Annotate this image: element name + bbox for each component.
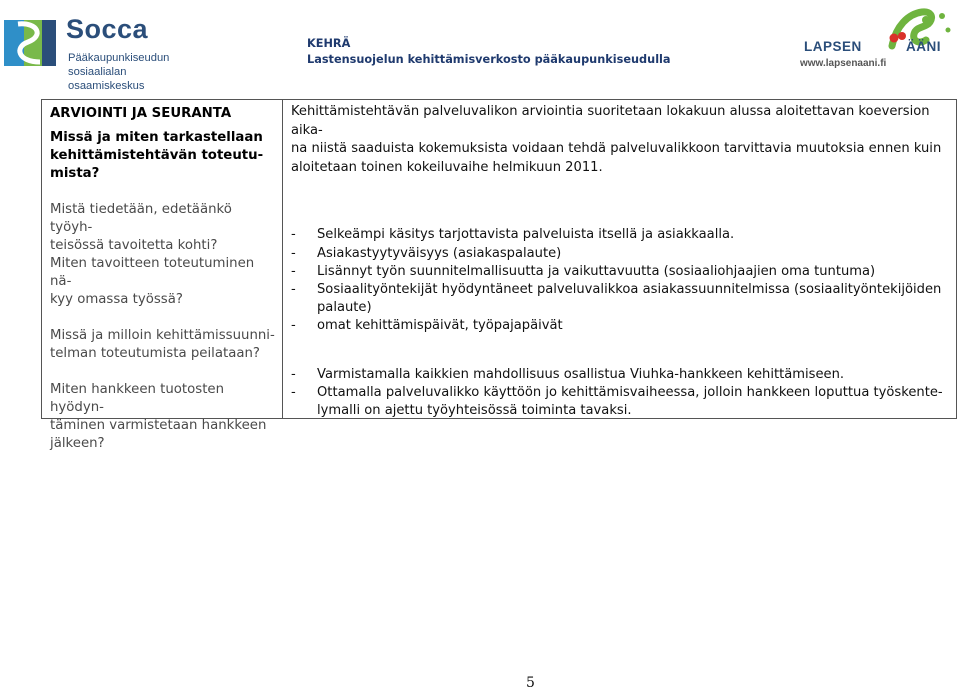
- left-column: [50, 105, 275, 453]
- guide-question-2: [50, 255, 275, 309]
- aani-word: ÄÄNI: [906, 39, 941, 54]
- lapsen-aani-url: www.lapsenaani.fi: [800, 58, 887, 69]
- kehra-title: KEHRÄ: [307, 37, 351, 50]
- guide-line: Mistä tiedetään, edetäänkö työyh-: [50, 202, 232, 235]
- guide-line: jälkeen?: [50, 436, 105, 451]
- list-item-text: Ottamalla palveluvalikko käyttöön jo kehittämisvaiheessa, jolloin hankkeen loputtua työskente-: [317, 384, 943, 400]
- list-dash: -: [291, 263, 296, 279]
- outcomes-list: [291, 226, 949, 335]
- intro-paragraph: [291, 103, 949, 177]
- list-dash: -: [291, 245, 296, 261]
- intro-line: na niistä saaduista kokemuksista voidaan tehdä palveluvalikkoon tarvittavia muutoksia ennen kuin: [291, 141, 942, 157]
- list-item: [291, 281, 949, 317]
- list-dash: -: [291, 384, 296, 400]
- guide-line: Miten hankkeen tuotosten hyödyn-: [50, 382, 225, 415]
- kehra-subtitle: Lastensuojelun kehittämisverkosto pääkaupunkiseudulla: [307, 53, 671, 66]
- list-item: [291, 263, 949, 281]
- guide-line: Miten tavoitteen toteutuminen nä-: [50, 256, 255, 289]
- page-number: 5: [526, 675, 535, 691]
- list-item-text: omat kehittämispäivät, työpajapäivät: [317, 318, 563, 334]
- socca-sub-line-2: sosiaalialan osaamiskeskus: [68, 66, 145, 92]
- socca-name: Socca: [66, 14, 149, 44]
- list-item: [291, 384, 949, 420]
- guide-line: kyy omassa työssä?: [50, 292, 183, 307]
- list-item-text: Asiakastyytyväisyys (asiakaspalaute): [317, 245, 562, 261]
- lapsen-word: LAPSEN: [804, 39, 862, 54]
- socca-mark-icon: [4, 14, 58, 70]
- list-item-text: Varmistamalla kaikkien mahdollisuus osallistua Viuhka-hankkeen kehittämiseen.: [317, 366, 845, 382]
- guide-line: täminen varmistetaan hankkeen: [50, 418, 267, 433]
- list-item-text-cont: lymalli on ajettu työyhteisössä toiminta tavaksi.: [317, 403, 632, 418]
- question-line: kehittämistehtävän toteutu-: [50, 148, 264, 163]
- evaluation-table: [41, 99, 957, 451]
- right-column: [291, 103, 949, 420]
- list-item: [291, 366, 949, 384]
- socca-sub-line-1: Pääkaupunkiseudun: [68, 52, 170, 64]
- list-item-text-cont: palaute): [317, 300, 372, 316]
- list-item-text: Sosiaalityöntekijät hyödyntäneet palveluvalikkoa asiakassuunnitelmissa (sosiaalityöntekijöiden: [317, 281, 942, 297]
- column-divider: [282, 100, 283, 418]
- section-question: [50, 129, 275, 183]
- list-item-text: Selkeämpi käsitys tarjottavista palveluista itsellä ja asiakkaalla.: [317, 227, 735, 243]
- list-dash: -: [291, 281, 296, 297]
- sustainability-list: [291, 366, 949, 421]
- socca-subtitle: [68, 51, 204, 93]
- question-line: Missä ja miten tarkastellaan: [50, 130, 263, 145]
- guide-line: Missä ja milloin kehittämissuunni-: [50, 328, 275, 343]
- list-item: [291, 226, 949, 244]
- guide-line: telman toteutumista peilataan?: [50, 346, 260, 361]
- socca-logo: [4, 12, 204, 92]
- guide-question-3: [50, 327, 275, 363]
- section-heading: ARVIOINTI JA SEURANTA: [50, 106, 232, 121]
- intro-line: aloitetaan toinen kokeiluvaihe helmikuun 2011.: [291, 159, 603, 175]
- header-title-block: [307, 36, 671, 68]
- guide-line: teisössä tavoitetta kohti?: [50, 238, 218, 253]
- question-line: mista?: [50, 166, 100, 181]
- guide-question-1: [50, 201, 275, 255]
- list-item: [291, 317, 949, 335]
- guide-question-4: [50, 381, 275, 453]
- list-dash: -: [291, 227, 296, 243]
- list-dash: -: [291, 318, 296, 334]
- intro-line: Kehittämistehtävän palveluvalikon arviointia suoritetaan lokakuun alussa aloitettavan koeversion aika-: [291, 104, 930, 138]
- list-item-text: Lisännyt työn suunnitelmallisuutta ja vaikuttavuutta (sosiaaliohjaajien oma tuntuma): [317, 263, 876, 279]
- lapsen-aani-logo: [796, 6, 956, 72]
- list-dash: -: [291, 366, 296, 382]
- list-item: [291, 245, 949, 263]
